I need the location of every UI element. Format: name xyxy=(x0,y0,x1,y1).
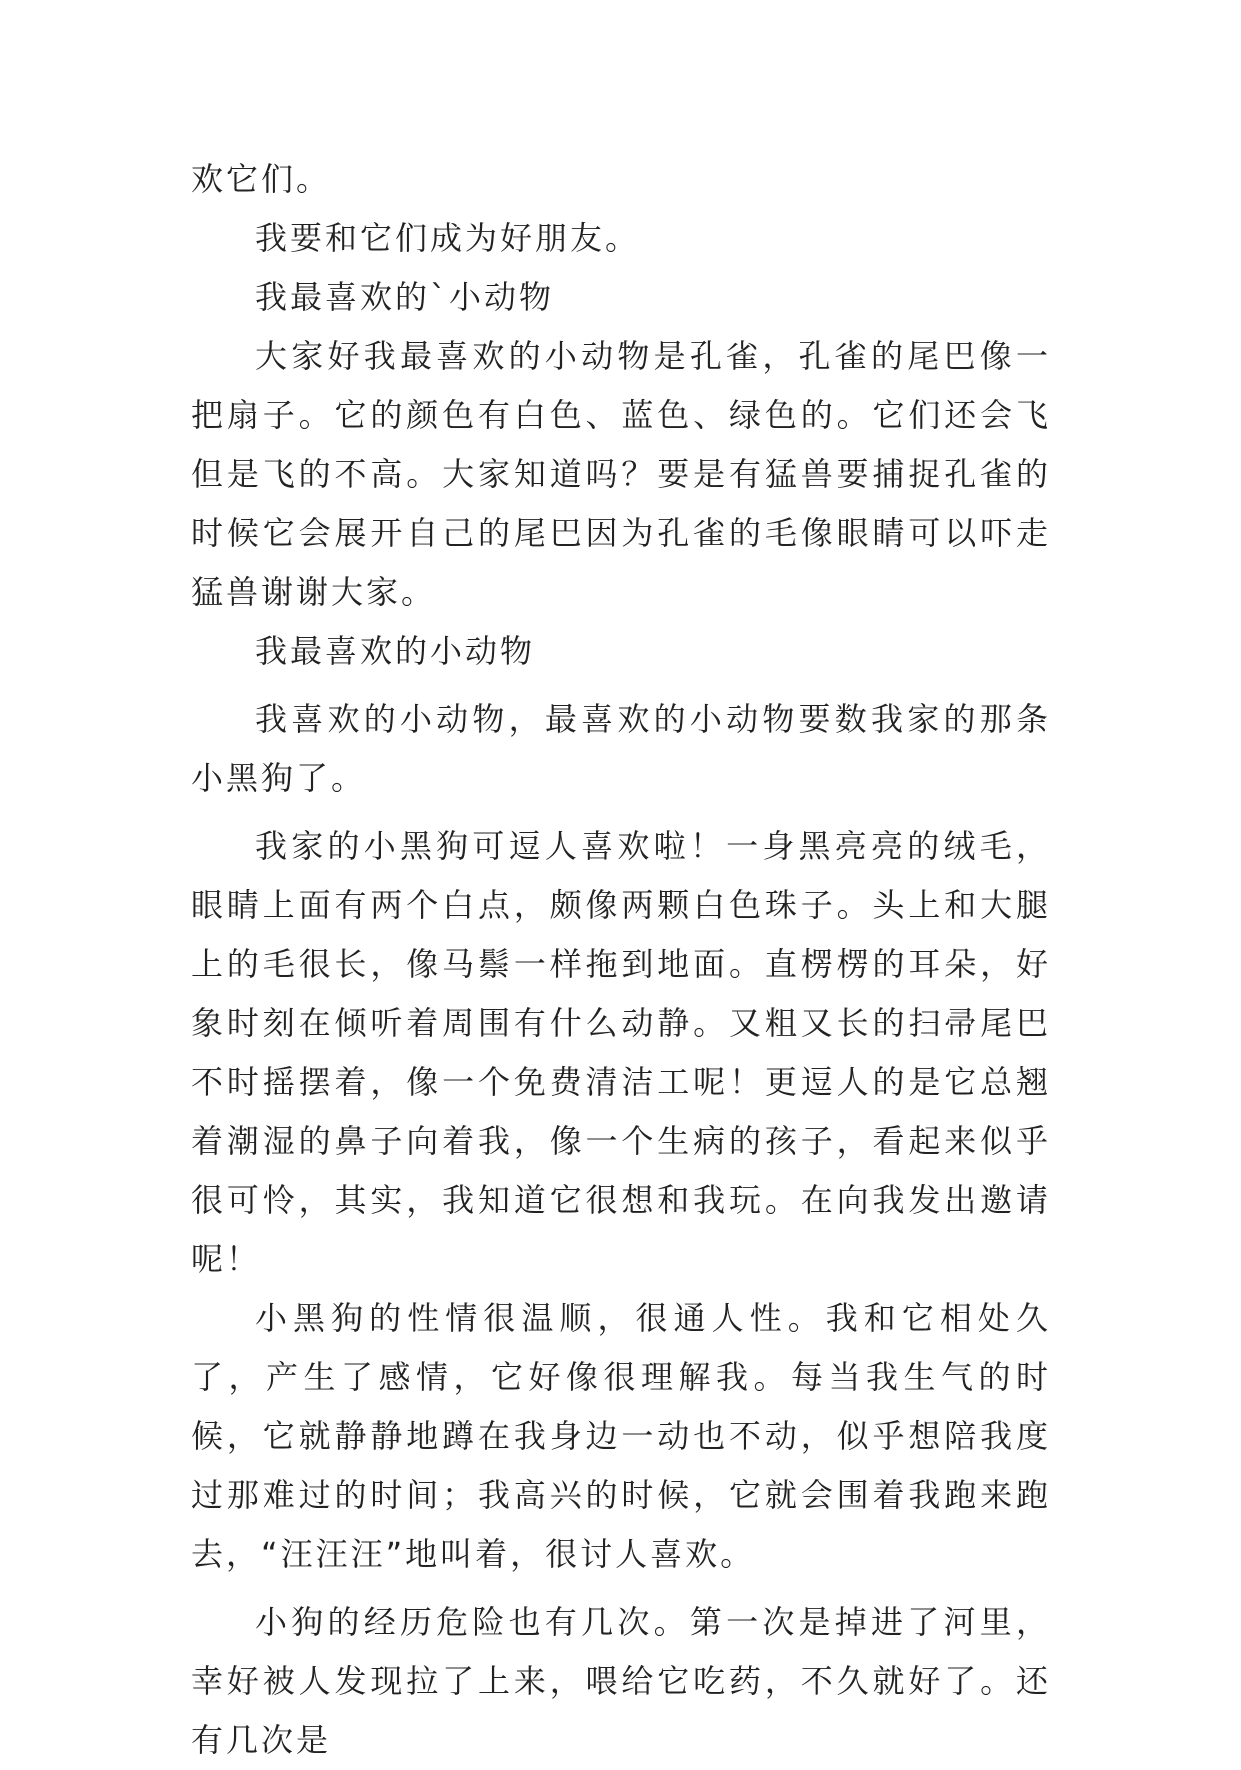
paragraph-continuation: 欢它们。 xyxy=(191,160,332,198)
paragraph: 我家的小黑狗可逗人喜欢啦！一身黑亮亮的绒毛，眼睛上面有两个白点，颇像两颗白色珠子。头上和大腿上的毛很长，像马鬃一样拖到地面。直楞楞的耳朵，好象时刻在倾听着周围有什么动静。又粗又长的扫帚尾巴不时摇摆着，像一个免费清洁工呢！更逗人的是它总翘着潮湿的鼻子向着我，像一个生病的孩子，看起来似乎很可怜，其实，我知道它很想和我玩。在向我发出邀请呢！ xyxy=(191,827,1051,1278)
paragraph: 大家好我最喜欢的小动物是孔雀，孔雀的尾巴像一把扇子。它的颜色有白色、蓝色、绿色的。它们还会飞但是飞的不高。大家知道吗？要是有猛兽要捕捉孔雀的时候它会展开自己的尾巴因为孔雀的毛像眼睛可以吓走猛兽谢谢大家。 xyxy=(191,337,1051,611)
paragraph: 我要和它们成为好朋友。 xyxy=(255,219,641,257)
section-heading: 我最喜欢的`小动物 xyxy=(255,278,555,316)
document-body xyxy=(191,150,1051,1770)
paragraph: 我喜欢的小动物，最喜欢的小动物要数我家的那条小黑狗了。 xyxy=(191,700,1051,797)
paragraph: 小黑狗的性情很温顺，很通人性。我和它相处久了，产生了感情，它好像很理解我。每当我生气的时候，它就静静地蹲在我身边一动也不动，似乎想陪我度过那难过的时间；我高兴的时候，它就会围着我跑来跑去，“汪汪汪”地叫着，很讨人喜欢。 xyxy=(191,1299,1051,1573)
paragraph: 小狗的经历危险也有几次。第一次是掉进了河里，幸好被人发现拉了上来，喂给它吃药，不久就好了。还有几次是 xyxy=(191,1603,1051,1759)
section-heading: 我最喜欢的小动物 xyxy=(255,632,536,670)
